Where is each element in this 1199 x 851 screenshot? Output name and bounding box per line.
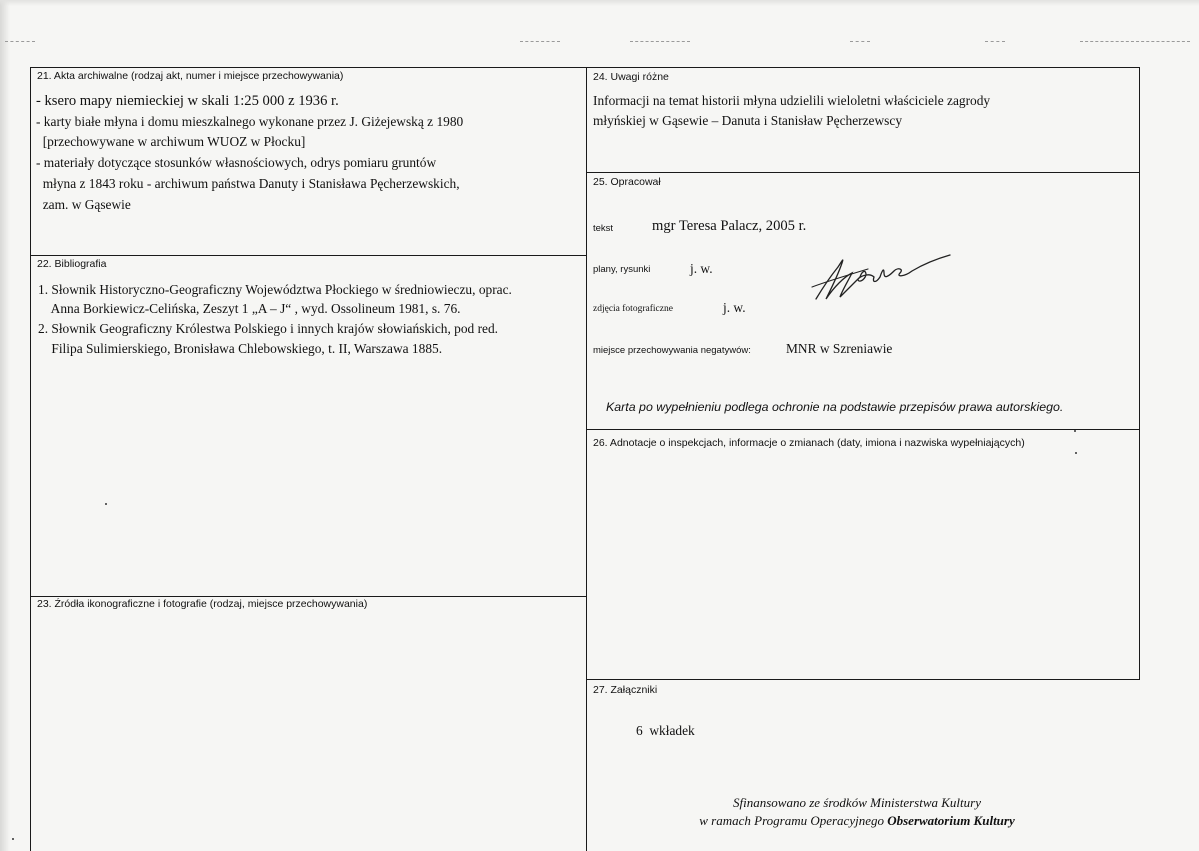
funding-line-2 [662, 812, 1052, 830]
scan-speck [12, 838, 14, 840]
divider-25-26 [586, 429, 1140, 430]
section-22-label: 22. Bibliografia [37, 258, 107, 270]
section-21-label: 21. Akta archiwalne (rodzaj akt, numer i miejsce przechowywania) [37, 70, 344, 82]
archival-item-3: - materiały dotyczące stosunków własnościowych, odrys pomiaru gruntów [36, 155, 437, 170]
scan-speck [105, 503, 107, 505]
tekst-label: tekst [593, 223, 614, 234]
attachments-value: 6 wkładek [636, 723, 695, 738]
plany-label: plany, rysunki [593, 264, 651, 275]
scan-mark [520, 41, 560, 43]
divider-22-23 [30, 596, 587, 597]
archival-item-3-cont: młyna z 1843 roku - archiwum państwa Danuty i Stanisława Pęcherzewskich, [36, 176, 460, 191]
bibliography-item-1: 1. Słownik Historyczno-Geograficzny Województwa Płockiego w średniowieczu, oprac. [38, 282, 512, 297]
archival-item-3-cont2: zam. w Gąsewie [36, 197, 131, 212]
bibliography-item-2: 2. Słownik Geograficzny Królestwa Polskiego i innych krajów słowiańskich, pod red. [38, 321, 499, 336]
zdjecia-label: zdjęcia fotograficzne [593, 304, 673, 314]
archival-item-2: - karty białe młyna i domu mieszkalnego wykonane przez J. Giżejewską z 1980 [36, 114, 464, 129]
scan-mark [5, 41, 35, 43]
section-26-label: 26. Adnotacje o inspekcjach, informacje o zmianach (daty, imiona i nazwiska wypełniających) [593, 437, 1025, 449]
frame-left-line [30, 67, 31, 851]
scan-mark [850, 41, 870, 43]
copyright-notice: Karta po wypełnieniu podlega ochronie na podstawie przepisów prawa autorskiego. [606, 400, 1064, 414]
zdjecia-value: j. w. [723, 300, 746, 315]
funding-line-1: Sfinansowano ze środków Ministerstwa Kultury [733, 795, 981, 810]
scan-edge-top [0, 0, 1199, 6]
bibliography-item-1-cont: Anna Borkiewicz-Celińska, Zeszyt 1 „A – J“ , wyd. Ossolineum 1981, s. 76. [38, 301, 461, 316]
scan-speck [1075, 452, 1077, 454]
frame-right-line [1139, 67, 1140, 679]
section-23-label: 23. Źródła ikonograficzne i fotografie (rodzaj, miejsce przechowywania) [37, 598, 368, 610]
section-24-label: 24. Uwagi różne [593, 71, 669, 83]
remarks-line-2: młyńskiej w Gąsewie – Danuta i Stanisław Pęcherzewscy [593, 113, 903, 128]
scan-mark [1080, 41, 1190, 43]
funding-line-2-prefix: w ramach Programu Operacyjnego [699, 813, 888, 828]
scan-mark [630, 41, 690, 43]
scan-edge [0, 0, 10, 851]
divider-24-25 [586, 172, 1140, 173]
section-25-label: 25. Opracował [593, 176, 661, 188]
remarks-line-1: Informacji na temat historii młyna udzielili wieloletni właściciele zagrody [593, 93, 991, 108]
tekst-value: mgr Teresa Palacz, 2005 r. [652, 218, 807, 234]
plany-value: j. w. [690, 261, 713, 276]
frame-top-line [30, 67, 1140, 68]
miejsce-label: miejsce przechowywania negatywów: [593, 345, 751, 356]
divider-21-22 [30, 255, 587, 256]
section-27-label: 27. Załączniki [593, 684, 658, 696]
funding-program-name: Obserwatorium Kultury [887, 813, 1015, 828]
bibliography-item-2-cont: Filipa Sulimierskiego, Bronisława Chlebowskiego, t. II, Warszawa 1885. [38, 341, 443, 356]
frame-middle-line [586, 67, 587, 851]
scan-speck [1074, 430, 1076, 432]
miejsce-value: MNR w Szreniawie [786, 341, 893, 356]
archival-item-2-cont: [przechowywane w archiwum WUOZ w Płocku] [36, 134, 306, 149]
scan-mark [985, 41, 1005, 43]
archival-item-1: - ksero mapy niemieckiej w skali 1:25 000 z 1936 r. [36, 93, 339, 109]
divider-26-27 [586, 679, 1140, 680]
signature-icon [808, 247, 958, 309]
